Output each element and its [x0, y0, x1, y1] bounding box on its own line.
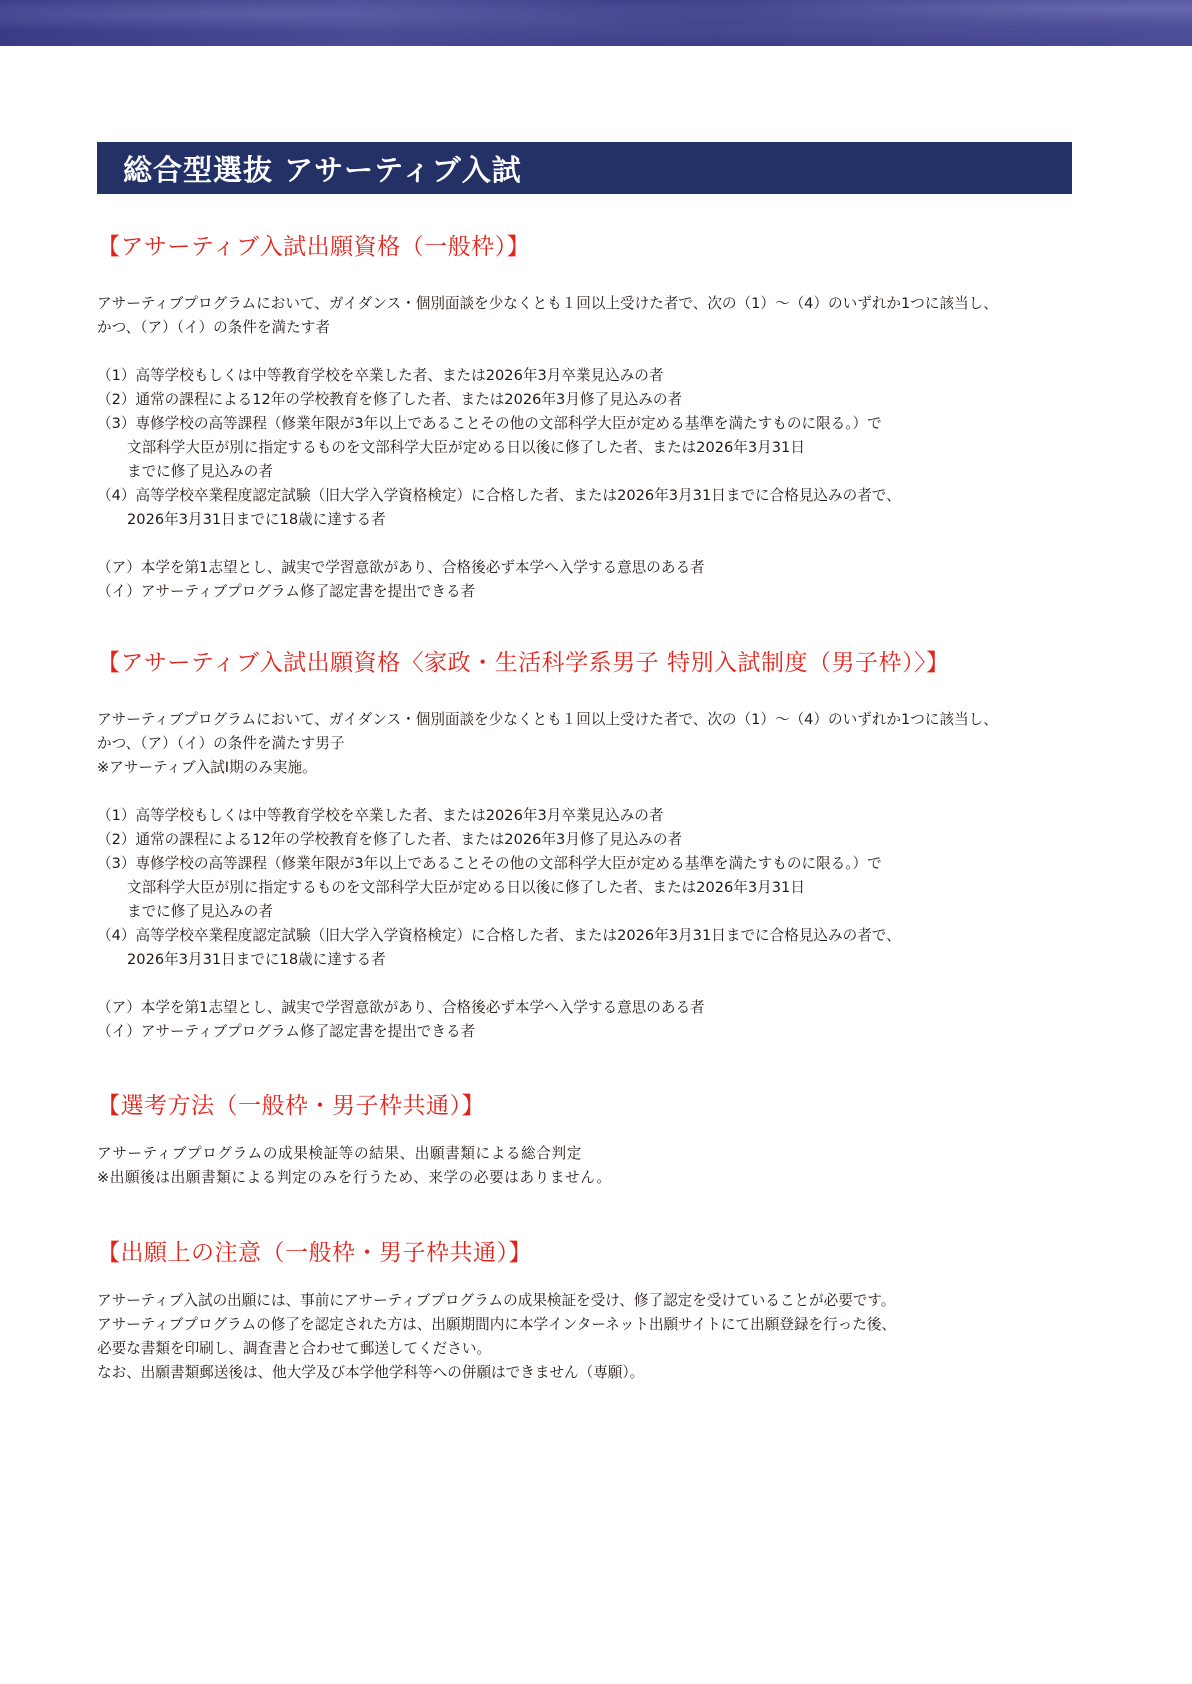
requirement-item: （3）専修学校の高等課程（修業年限が3年以上であることその他の文部科学大臣が定める基準を満たすものに限る。）で — [97, 415, 882, 432]
condition-item: （ア）本学を第1志望とし、誠実で学習意欲があり、合格後必ず本学へ入学する意思のある者 — [97, 999, 705, 1016]
requirement-item-continuation: 2026年3月31日までに18歳に達する者 — [127, 951, 386, 968]
decorative-header-band — [0, 0, 1192, 46]
requirement-item-continuation: 2026年3月31日までに18歳に達する者 — [127, 511, 386, 528]
requirement-item-continuation: 文部科学大臣が別に指定するものを文部科学大臣が定める日以後に修了した者、または2026年3月31日 — [127, 439, 805, 456]
requirement-item: （3）専修学校の高等課程（修業年限が3年以上であることその他の文部科学大臣が定める基準を満たすものに限る。）で — [97, 855, 882, 872]
body-line: アサーティブプログラムの修了を認定された方は、出願期間内に本学インターネット出願サイトにて出願登録を行った後、 — [97, 1316, 897, 1333]
intro-line: アサーティブプログラムにおいて、ガイダンス・個別面談を少なくとも１回以上受けた者で、次の（1）〜（4）のいずれか1つに該当し、 — [97, 711, 998, 728]
page-title-bar — [97, 142, 1072, 194]
condition-item: （ア）本学を第1志望とし、誠実で学習意欲があり、合格後必ず本学へ入学する意思のある者 — [97, 559, 705, 576]
section-body — [97, 1142, 1077, 1190]
intro-line: かつ、（ア）（イ）の条件を満たす男子 — [97, 735, 345, 752]
section-heading: 【アサーティブ入試出願資格（一般枠）】 — [97, 234, 531, 260]
section-heading: 【選考方法（一般枠・男子枠共通）】 — [97, 1093, 485, 1119]
section-eligibility-general — [97, 232, 1077, 604]
requirement-item-continuation: までに修了見込みの者 — [127, 463, 273, 480]
section-body — [97, 708, 1077, 1044]
section-eligibility-male — [97, 648, 1077, 1044]
body-line: なお、出願書類郵送後は、他大学及び本学他学科等への併願はできません（専願）。 — [97, 1364, 645, 1381]
section-selection-method — [97, 1091, 1077, 1190]
requirement-item: （4）高等学校卒業程度認定試験（旧大学入学資格検定）に合格した者、または2026年3月31日までに合格見込みの者で、 — [97, 487, 901, 504]
intro-line: かつ、（ア）（イ）の条件を満たす者 — [97, 319, 330, 336]
body-line: アサーティブ入試の出願には、事前にアサーティブプログラムの成果検証を受け、修了認定を受けていることが必要です。 — [97, 1292, 896, 1309]
requirement-item: （4）高等学校卒業程度認定試験（旧大学入学資格検定）に合格した者、または2026年3月31日までに合格見込みの者で、 — [97, 927, 901, 944]
requirement-item-continuation: までに修了見込みの者 — [127, 903, 273, 920]
section-application-notes — [97, 1238, 1077, 1385]
section-body — [97, 1289, 1077, 1385]
intro-note: ※アサーティブ入試Ⅰ期のみ実施。 — [97, 759, 317, 776]
body-line: ※出願後は出願書類による判定のみを行うため、来学の必要はありません。 — [97, 1169, 612, 1186]
section-heading: 【アサーティブ入試出願資格〈家政・生活科学系男子 特別入試制度（男子枠）〉】 — [97, 650, 950, 676]
body-line: アサーティブプログラムの成果検証等の結果、出願書類による総合判定 — [97, 1145, 582, 1162]
section-body — [97, 292, 1077, 604]
section-heading: 【出願上の注意（一般枠・男子枠共通）】 — [97, 1240, 532, 1266]
requirement-item: （1）高等学校もしくは中等教育学校を卒業した者、または2026年3月卒業見込みの者 — [97, 367, 664, 384]
condition-item: （イ）アサーティブプログラム修了認定書を提出できる者 — [97, 1023, 476, 1040]
requirement-item: （2）通常の課程による12年の学校教育を修了した者、または2026年3月修了見込みの者 — [97, 391, 683, 408]
condition-item: （イ）アサーティブプログラム修了認定書を提出できる者 — [97, 583, 476, 600]
requirement-item: （1）高等学校もしくは中等教育学校を卒業した者、または2026年3月卒業見込みの者 — [97, 807, 664, 824]
page-title: 総合型選抜 アサーティブ入試 — [123, 152, 522, 187]
requirement-item-continuation: 文部科学大臣が別に指定するものを文部科学大臣が定める日以後に修了した者、または2026年3月31日 — [127, 879, 805, 896]
body-line: 必要な書類を印刷し、調査書と合わせて郵送してください。 — [97, 1340, 492, 1357]
intro-line: アサーティブプログラムにおいて、ガイダンス・個別面談を少なくとも１回以上受けた者で、次の（1）〜（4）のいずれか1つに該当し、 — [97, 295, 998, 312]
requirement-item: （2）通常の課程による12年の学校教育を修了した者、または2026年3月修了見込みの者 — [97, 831, 683, 848]
